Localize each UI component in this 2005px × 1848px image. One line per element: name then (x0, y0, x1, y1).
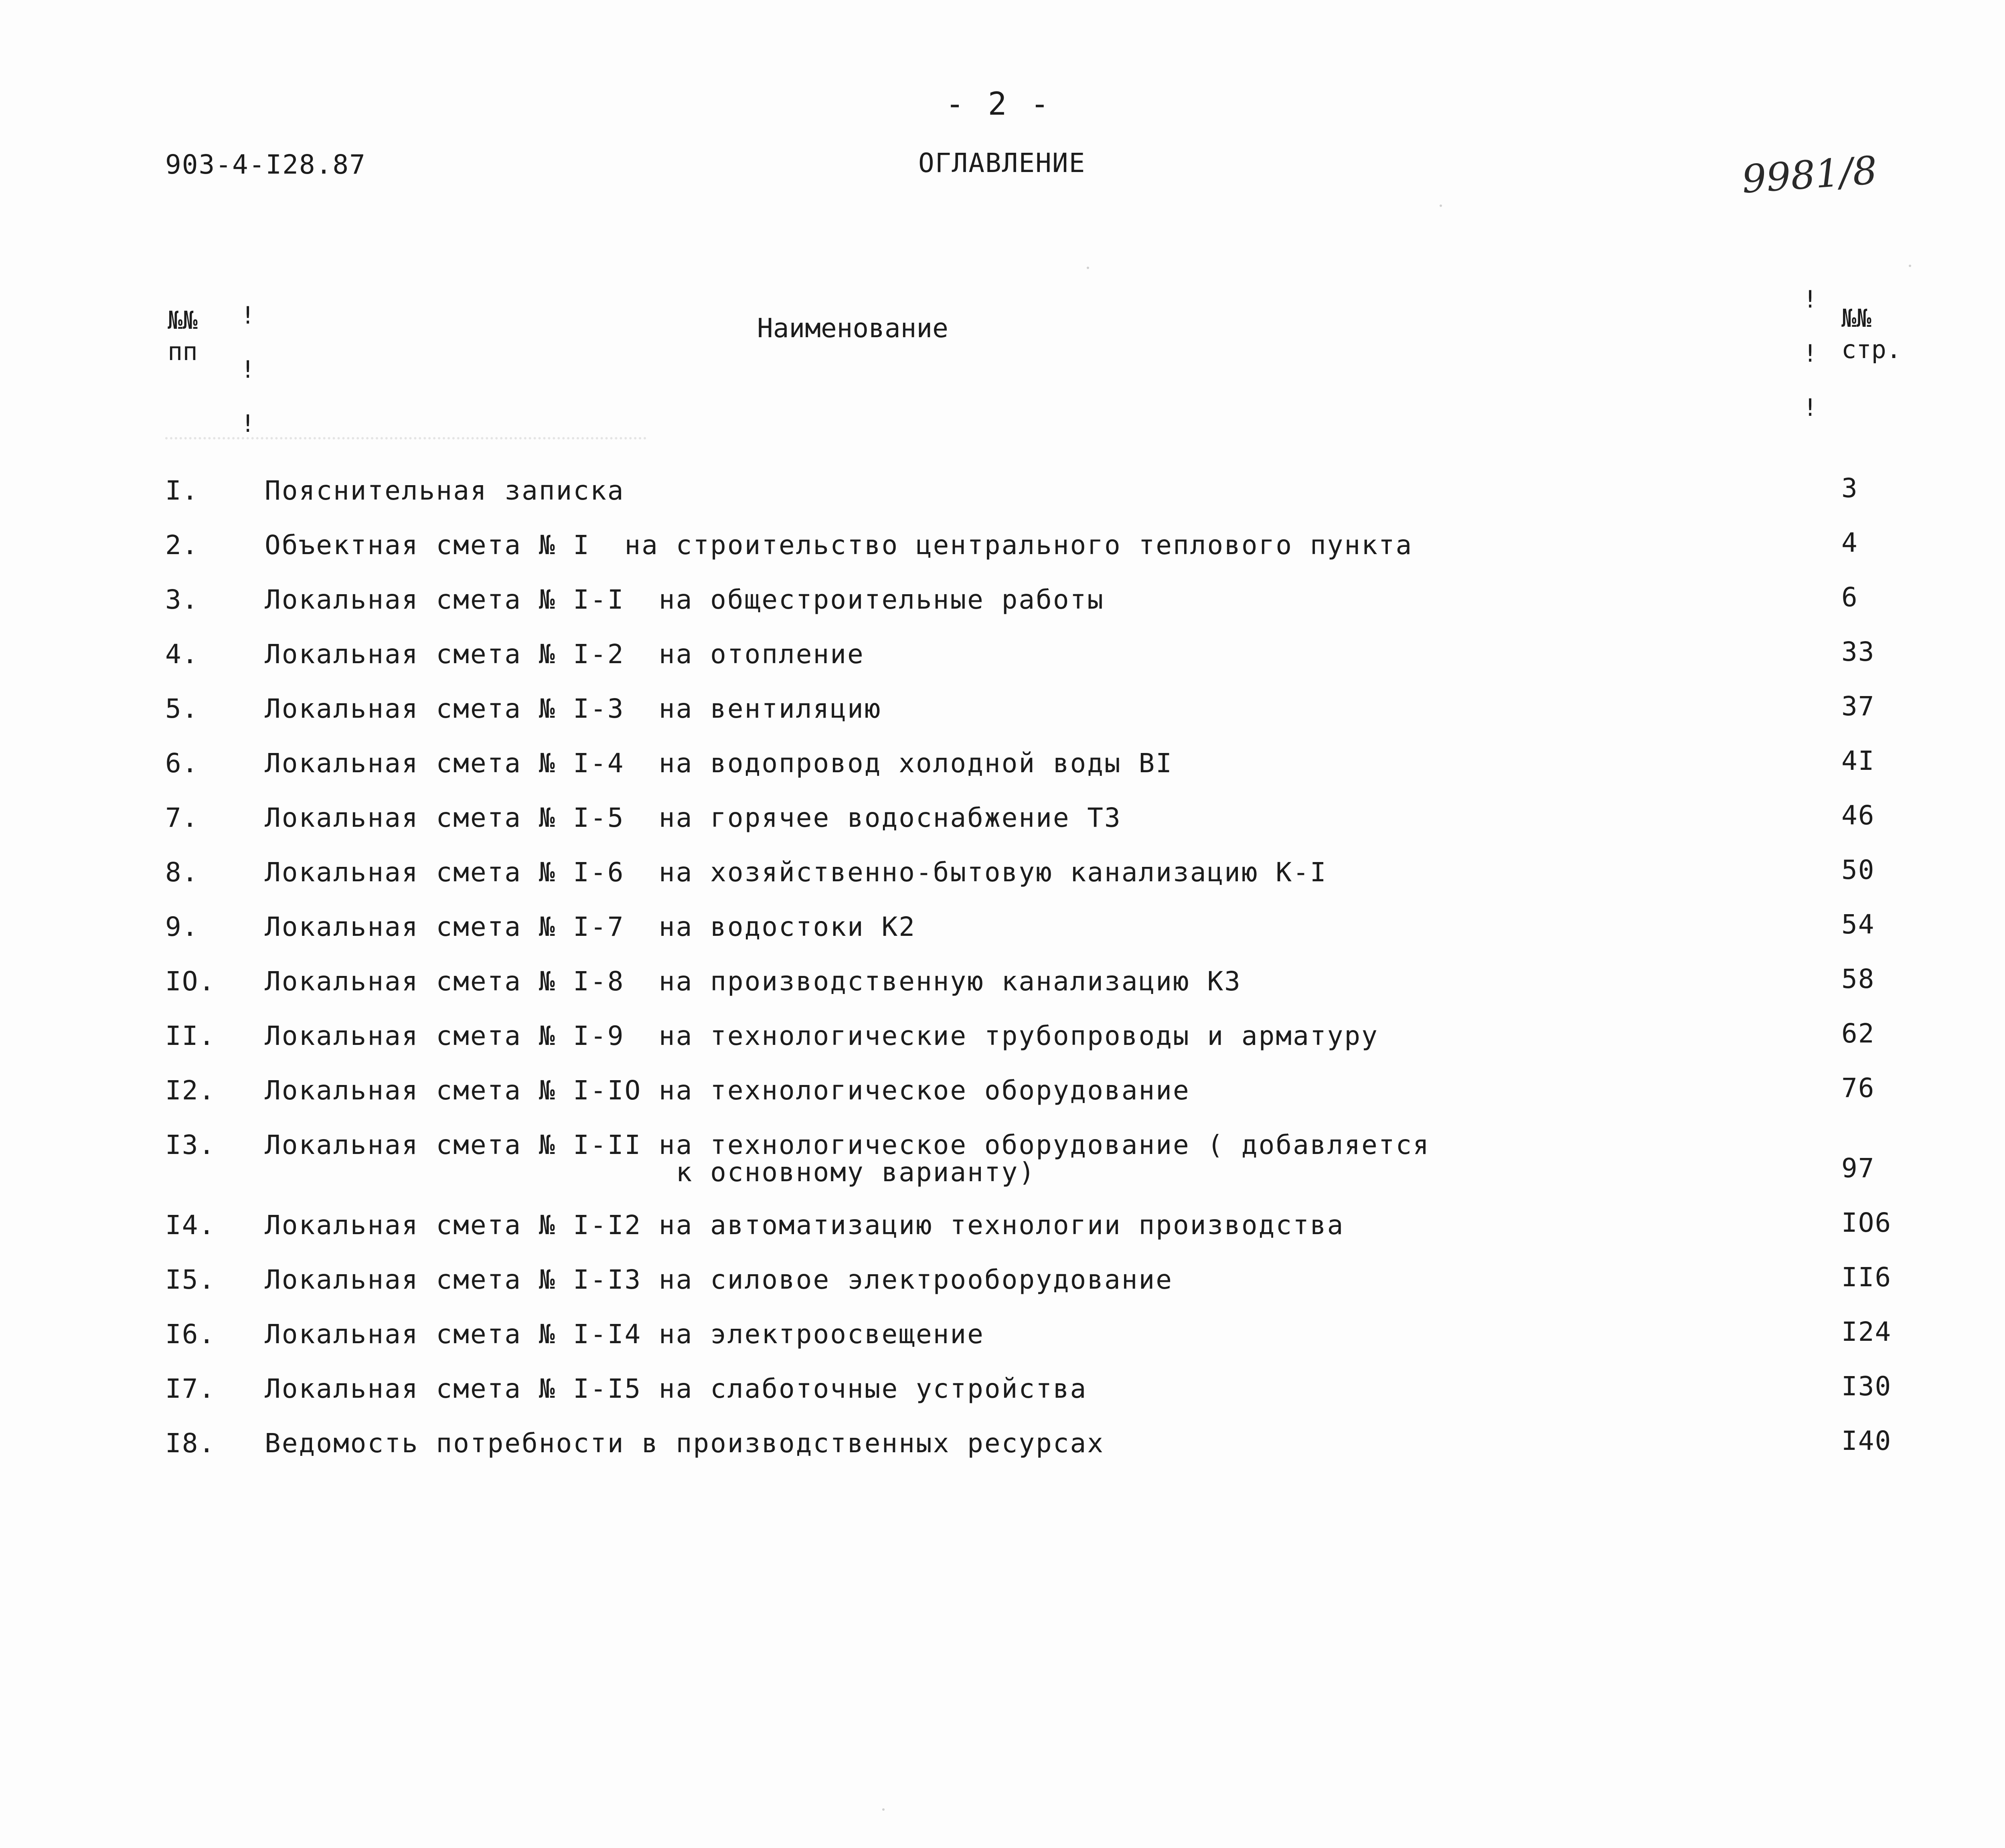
column-header-page (1841, 303, 1901, 365)
toc-item-number: I. (165, 475, 199, 506)
toc-item-number: I8. (165, 1428, 216, 1459)
separator-mark: ! (241, 410, 255, 438)
toc-item-number: I7. (165, 1373, 216, 1404)
toc-item-title: Локальная смета № I-5 на горячее водоснабжение ТЗ (265, 802, 1122, 833)
toc-row (0, 581, 2005, 636)
toc-item-number: 7. (165, 802, 199, 833)
toc-item-title: Локальная смета № I-3 на вентиляцию (265, 693, 882, 724)
separator-mark: ! (241, 356, 255, 384)
toc-item-page: I30 (1841, 1371, 1892, 1402)
toc-item-page: 37 (1841, 691, 1875, 722)
toc-item-page: I24 (1841, 1316, 1892, 1347)
toc-item-page: 46 (1841, 800, 1875, 831)
toc-item-number: I5. (165, 1264, 216, 1295)
toc-row (0, 800, 2005, 854)
separator-mark: ! (1803, 340, 1818, 368)
toc-row (0, 909, 2005, 963)
toc-item-number: 5. (165, 693, 199, 724)
column-header-number-line2: пп (168, 337, 198, 366)
page-title: ОГЛАВЛЕНИЕ (918, 148, 1086, 178)
toc-item-number: I2. (165, 1075, 216, 1106)
separator-mark: ! (241, 302, 255, 330)
toc-item-title: Объектная смета № I на строительство центрального теплового пункта (265, 530, 1413, 561)
scan-speck (882, 1808, 885, 1811)
toc-item-title: Локальная смета № I-9 на технологические трубопроводы и арматуру (265, 1020, 1379, 1051)
toc-row (0, 1261, 2005, 1316)
toc-row (0, 745, 2005, 800)
toc-item-number: I3. (165, 1129, 216, 1160)
toc-item-page: IO6 (1841, 1207, 1892, 1238)
toc-item-title: Пояснительная записка (265, 475, 625, 506)
table-of-contents (0, 472, 2005, 1480)
toc-item-title: Локальная смета № I-II на технологическое оборудование ( добавляется к основному варианту) (265, 1129, 1430, 1188)
toc-item-title: Локальная смета № I-I4 на электроосвещение (265, 1319, 984, 1350)
toc-item-page: 76 (1841, 1073, 1875, 1103)
toc-item-number: I4. (165, 1210, 216, 1241)
toc-item-page: 50 (1841, 854, 1875, 885)
scan-speck (1440, 204, 1442, 207)
toc-row (0, 1425, 2005, 1480)
toc-item-title: Локальная смета № I-IO на технологическое оборудование (265, 1075, 1190, 1106)
toc-item-page: 58 (1841, 963, 1875, 994)
column-separator-right (1803, 273, 1818, 435)
column-header-number (168, 305, 198, 367)
toc-item-title: Ведомость потребности в производственных ресурсах (265, 1428, 1105, 1459)
toc-item-page: 6 (1841, 582, 1858, 613)
toc-item-number: II. (165, 1020, 216, 1051)
toc-item-page: II6 (1841, 1262, 1892, 1293)
toc-row (0, 1316, 2005, 1370)
separator-mark: ! (1803, 394, 1818, 422)
column-header-page-line2: стр. (1841, 335, 1902, 364)
toc-item-number: IO. (165, 966, 216, 997)
scan-speck (1909, 265, 1911, 267)
toc-row (0, 854, 2005, 909)
toc-item-number: I6. (165, 1319, 216, 1350)
toc-item-number: 3. (165, 584, 199, 615)
page-number: - 2 - (945, 86, 1052, 122)
document-code: 903-4-I28.87 (165, 149, 366, 180)
toc-item-page: 3 (1841, 473, 1858, 504)
scan-speck (1087, 267, 1089, 269)
header-divider (165, 437, 646, 439)
toc-item-number: 4. (165, 639, 199, 670)
column-separator-left (241, 289, 253, 451)
toc-item-title: Локальная смета № I-8 на производственную канализацию КЗ (265, 966, 1241, 997)
toc-item-page: 54 (1841, 909, 1875, 940)
toc-item-title: Локальная смета № I-6 на хозяйственно-бытовую канализацию К-I (265, 857, 1327, 888)
toc-item-page: 97 (1841, 1153, 1875, 1184)
toc-item-number: 8. (165, 857, 199, 888)
table-header (0, 273, 2005, 441)
toc-row (0, 472, 2005, 527)
handwritten-inventory-number: 9981/8 (1740, 148, 1879, 202)
toc-row (0, 1018, 2005, 1072)
toc-row (0, 690, 2005, 745)
toc-item-page: 33 (1841, 636, 1875, 667)
toc-item-title: Локальная смета № I-7 на водостоки К2 (265, 911, 916, 942)
column-header-name: Наименование (757, 313, 948, 344)
toc-item-title: Локальная смета № I-I3 на силовое электрооборудование (265, 1264, 1173, 1295)
toc-row (0, 636, 2005, 690)
toc-row (0, 1127, 2005, 1207)
toc-row (0, 963, 2005, 1018)
toc-item-title: Локальная смета № I-4 на водопровод холодной воды BI (265, 748, 1173, 779)
column-header-number-line1: №№ (168, 306, 198, 335)
toc-row (0, 1072, 2005, 1127)
toc-row (0, 1207, 2005, 1261)
toc-item-title: Локальная смета № I-I на общестроительные работы (265, 584, 1105, 615)
toc-item-number: 2. (165, 530, 199, 561)
toc-row (0, 527, 2005, 581)
separator-mark: ! (1803, 285, 1818, 314)
toc-item-page: 4 (1841, 527, 1858, 558)
toc-row (0, 1370, 2005, 1425)
toc-item-page: I40 (1841, 1425, 1892, 1456)
toc-item-number: 9. (165, 911, 199, 942)
toc-item-page: 62 (1841, 1018, 1875, 1049)
toc-item-page: 4I (1841, 745, 1875, 776)
column-header-page-line1: №№ (1841, 304, 1871, 333)
toc-item-title: Локальная смета № I-I5 на слаботочные устройства (265, 1373, 1088, 1404)
toc-item-title: Локальная смета № I-2 на отопление (265, 639, 865, 670)
toc-item-number: 6. (165, 748, 199, 779)
toc-item-title: Локальная смета № I-I2 на автоматизацию технологии производства (265, 1210, 1345, 1241)
